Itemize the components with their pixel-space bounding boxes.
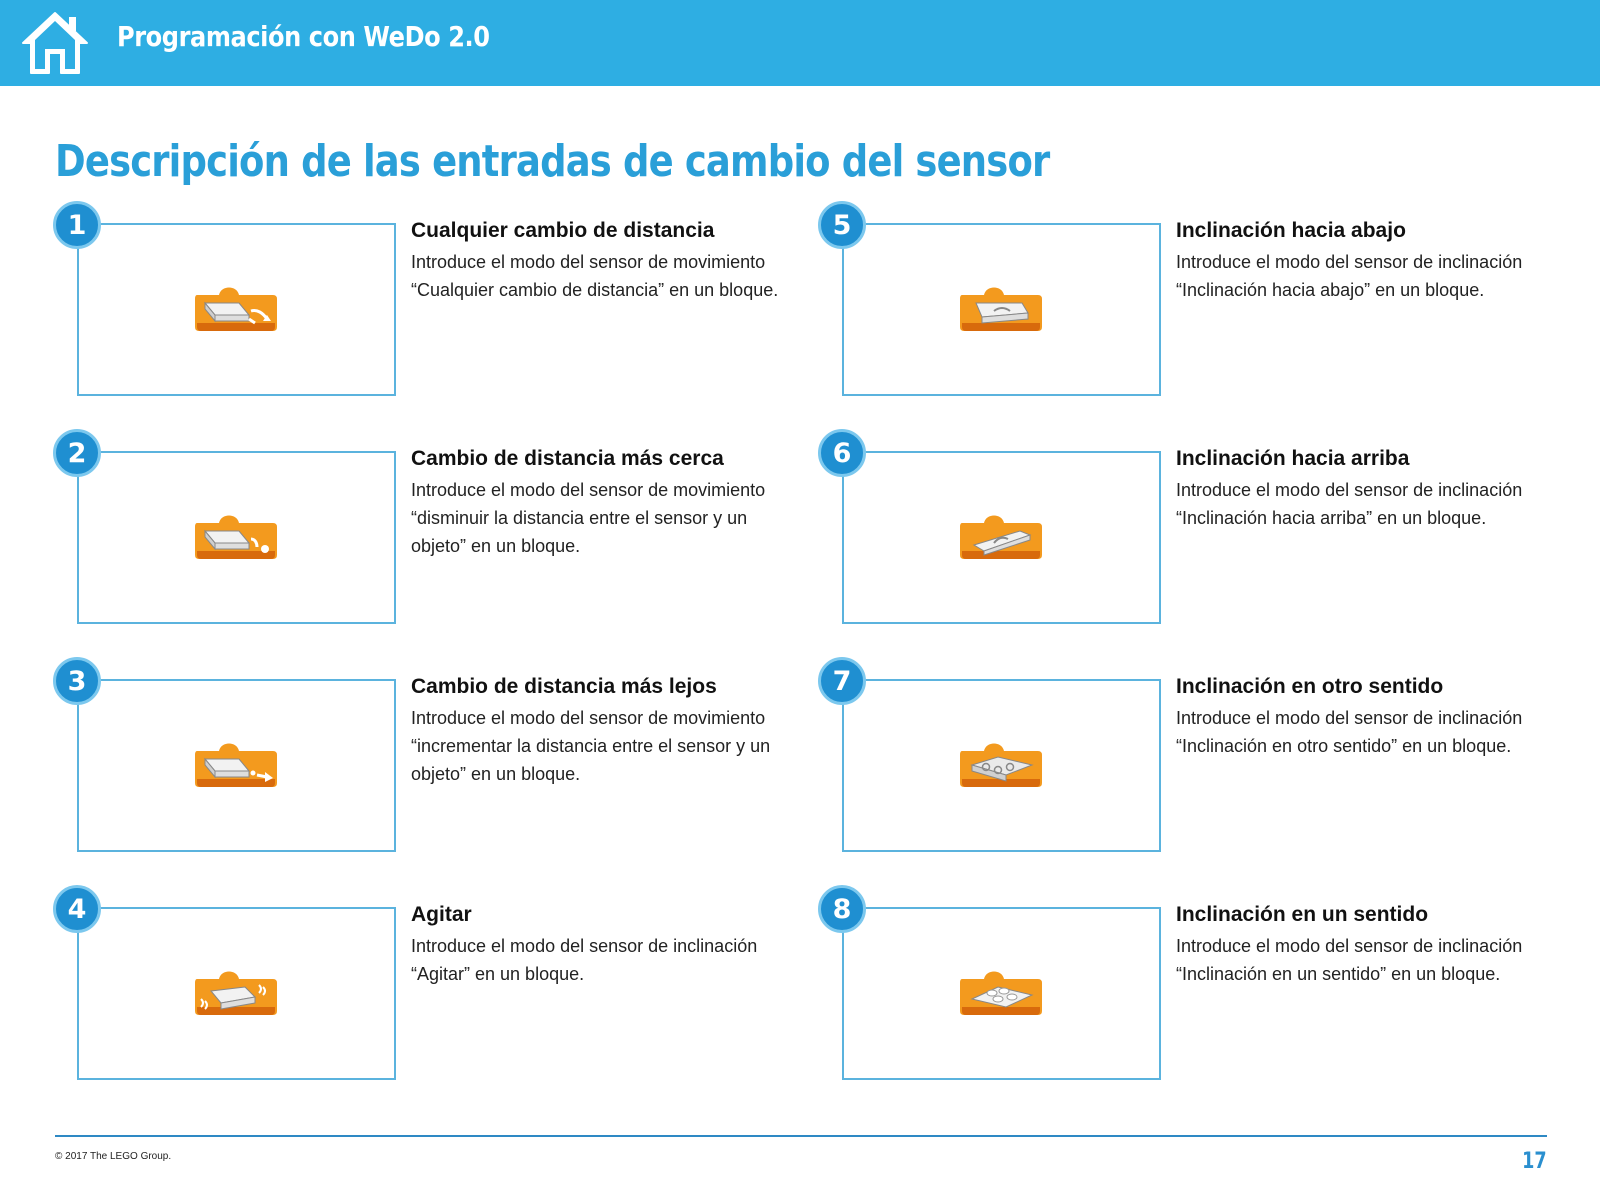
step-number-badge: 7: [818, 657, 866, 705]
tilt-sensor-one-way-icon[interactable]: [958, 965, 1044, 1017]
tilt-sensor-up-icon[interactable]: [958, 509, 1044, 561]
step-number-badge: 3: [53, 657, 101, 705]
page-number: 17: [1522, 1149, 1547, 1174]
item-description: Introduce el modo del sensor de inclinación “Inclinación en otro sentido” en un bloque.: [1176, 708, 1523, 756]
item-title: Inclinación hacia arriba: [1176, 447, 1410, 470]
footer-divider: [55, 1135, 1547, 1137]
tilt-sensor-shake-icon[interactable]: [193, 965, 279, 1017]
item-title: Inclinación en otro sentido: [1176, 675, 1444, 698]
motion-sensor-farther-icon[interactable]: [193, 737, 279, 789]
motion-sensor-any-change-icon[interactable]: [193, 281, 279, 333]
tilt-sensor-other-way-icon[interactable]: [958, 737, 1044, 789]
step-number-badge: 5: [818, 201, 866, 249]
page-title: Descripción de las entradas de cambio del sensor: [55, 136, 1050, 187]
item-title: Cualquier cambio de distancia: [411, 219, 715, 242]
item-description: Introduce el modo del sensor de movimiento “incrementar la distancia entre el sensor y un objeto” en un bloque.: [411, 708, 771, 784]
item-description: Introduce el modo del sensor de movimiento “Cualquier cambio de distancia” en un bloque.: [411, 252, 779, 300]
header-bar: [0, 0, 1600, 86]
item-description: Introduce el modo del sensor de movimiento “disminuir la distancia entre el sensor y un objeto” en un bloque.: [411, 480, 766, 556]
item-title: Cambio de distancia más cerca: [411, 447, 724, 470]
step-number-badge: 2: [53, 429, 101, 477]
tilt-sensor-down-icon[interactable]: [958, 281, 1044, 333]
item-title: Inclinación en un sentido: [1176, 903, 1429, 926]
step-number-badge: 6: [818, 429, 866, 477]
item-description: Introduce el modo del sensor de inclinación “Inclinación hacia arriba” en un bloque.: [1176, 480, 1523, 528]
step-number-badge: 8: [818, 885, 866, 933]
item-description: Introduce el modo del sensor de inclinación “Agitar” en un bloque.: [411, 936, 758, 984]
item-title: Cambio de distancia más lejos: [411, 675, 717, 698]
item-description: Introduce el modo del sensor de inclinación “Inclinación hacia abajo” en un bloque.: [1176, 252, 1523, 300]
step-number-badge: 1: [53, 201, 101, 249]
item-title: Inclinación hacia abajo: [1176, 219, 1406, 242]
home-icon[interactable]: [19, 9, 91, 77]
step-number-badge: 4: [53, 885, 101, 933]
motion-sensor-closer-icon[interactable]: [193, 509, 279, 561]
item-title: Agitar: [411, 903, 472, 926]
item-description: Introduce el modo del sensor de inclinación “Inclinación en un sentido” en un bloque.: [1176, 936, 1523, 984]
copyright-text: © 2017 The LEGO Group.: [55, 1151, 172, 1162]
header-title: Programación con WeDo 2.0: [117, 20, 490, 53]
